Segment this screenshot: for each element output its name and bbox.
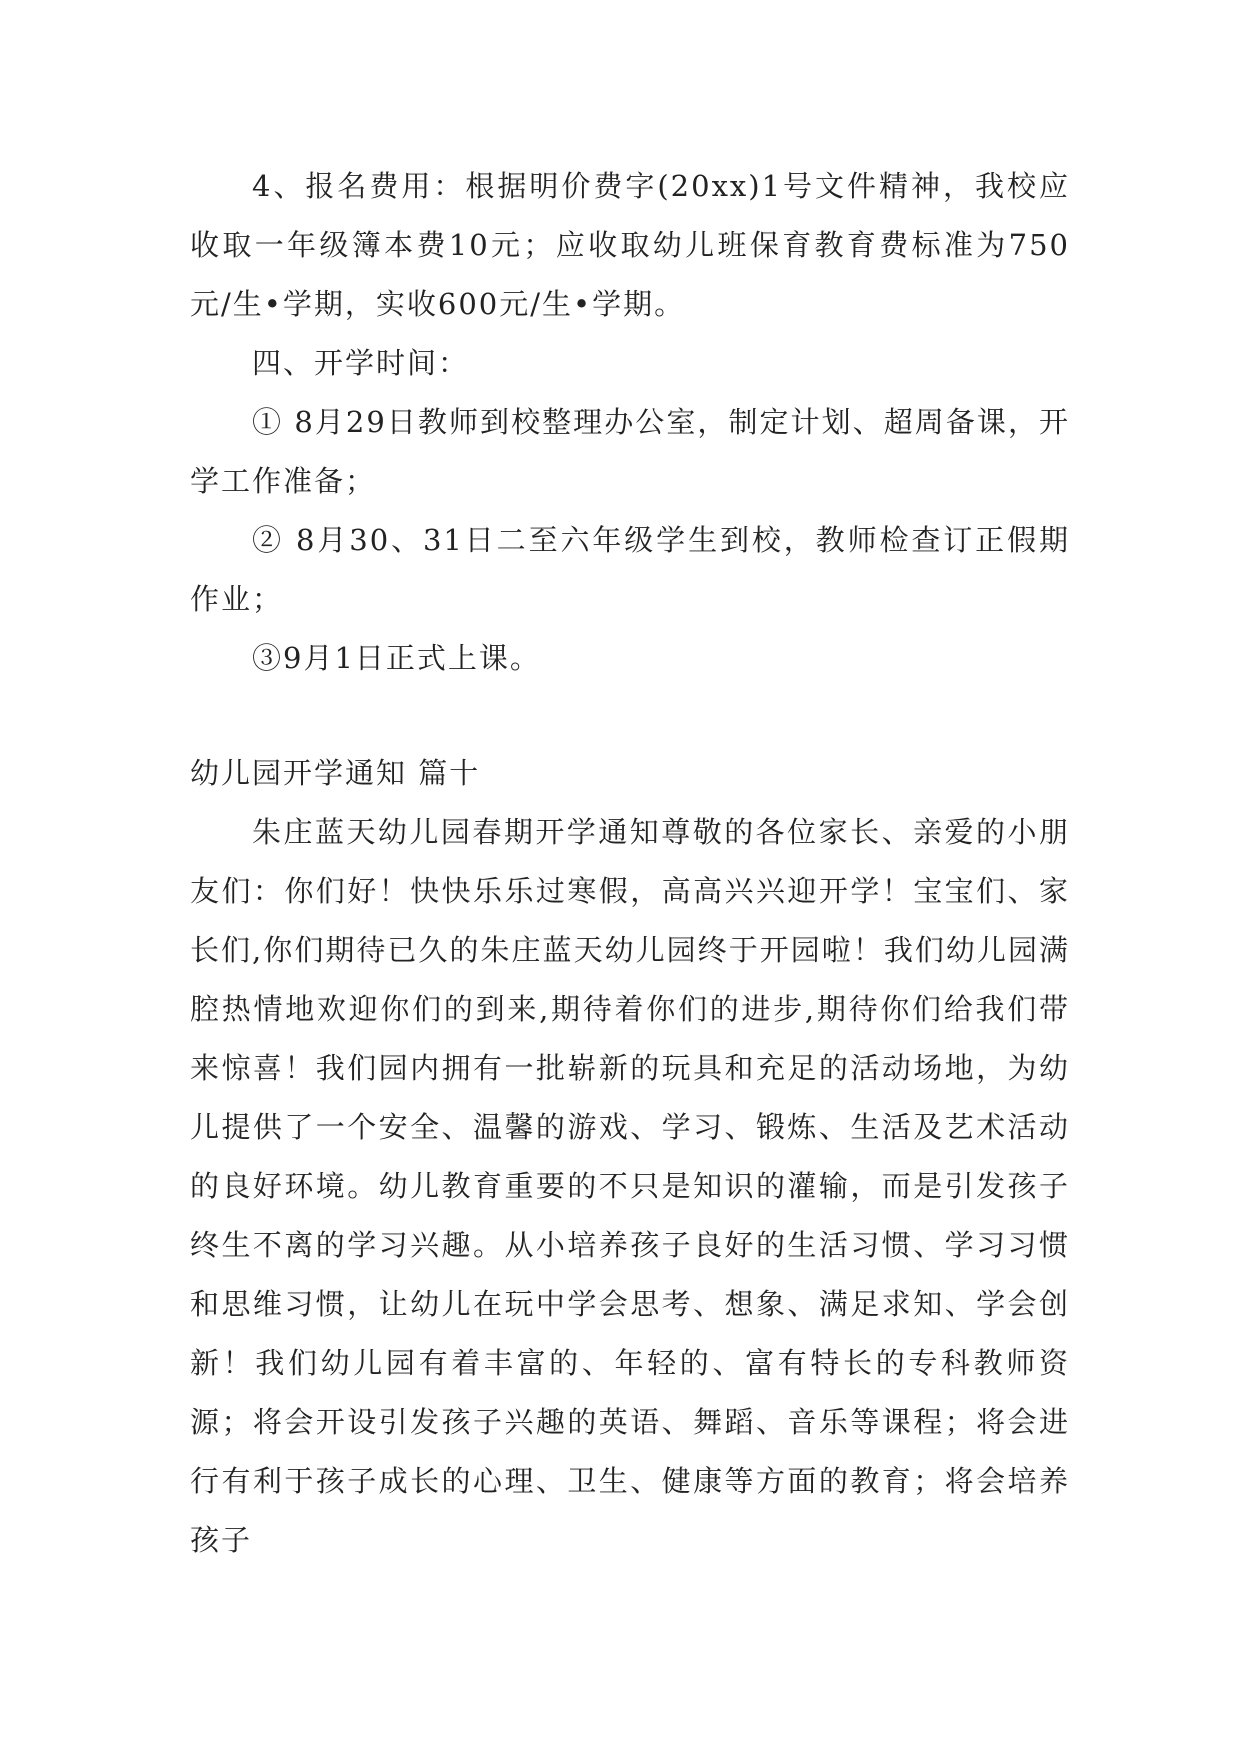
schedule-item-2: ② 8月30、31日二至六年级学生到校，教师检查订正假期作业； [190, 523, 1070, 616]
fee-paragraph: 4、报名费用：根据明价费字(20xx)1号文件精神，我校应收取一年级簿本费10元；应收取幼儿班保育教育费标准为750元/生•学期，实收600元/生•学期。 [190, 169, 1070, 321]
schedule-item-3: ③9月1日正式上课。 [252, 641, 541, 675]
school-start-heading: 四、开学时间： [252, 346, 470, 380]
schedule-item-1: ① 8月29日教师到校整理办公室，制定计划、超周备课，开学工作准备； [190, 405, 1070, 498]
section-title: 幼儿园开学通知 篇十 [190, 756, 481, 790]
section-body: 朱庄蓝天幼儿园春期开学通知尊敬的各位家长、亲爱的小朋友们：你们好！快快乐乐过寒假，高高兴兴迎开学！宝宝们、家长们,你们期待已久的朱庄蓝天幼儿园终于开园啦！我们幼儿园满腔热情地欢迎你们的到来,期待着你们的进步,期待你们给我们带来惊喜！我们园内拥有一批崭新的玩具和充足的活动场地，为幼儿提供了一个安全、温馨的游戏、学习、锻炼、生活及艺术活动的良好环境。幼儿教育重要的不只是知识的灌输，而是引发孩子终生不离的学习兴趣。从小培养孩子良好的生活习惯、学习习惯和思维习惯，让幼儿在玩中学会思考、想象、满足求知、学会创新！我们幼儿园有着丰富的、年轻的、富有特长的专科教师资源；将会开设引发孩子兴趣的英语、舞蹈、音乐等课程；将会进行有利于孩子成长的心理、卫生、健康等方面的教育；将会培养孩子 [190, 815, 1070, 1557]
section-ten [190, 744, 1070, 1570]
previous-section [190, 157, 1070, 688]
